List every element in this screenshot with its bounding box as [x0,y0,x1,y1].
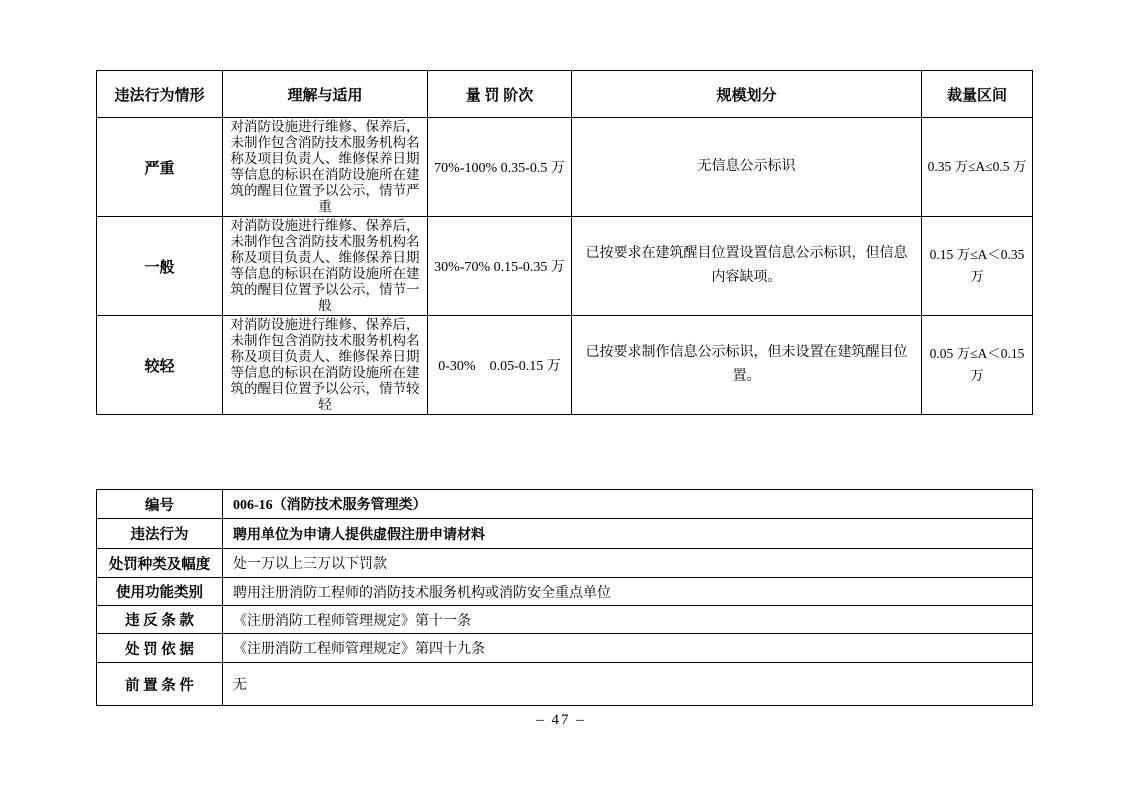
understanding-text: 对消防设施进行维修、保养后，未制作包含消防技术服务机构名称及项目负责人、维修保养日期等信息的标识在消防设施所在建筑的醒目位置予以公示，情节严重 [223,118,428,217]
table-row-violation [97,519,1033,549]
penalty-tier-value: 0-30% 0.05-0.15 万 [428,316,572,415]
info-label-violated-clause: 违 反 条 款 [97,606,223,634]
header-understanding-application: 理解与适用 [223,71,428,118]
severity-label: 一般 [97,217,223,316]
penalty-tier-table [96,70,1033,415]
table-row-severe [97,118,1033,217]
info-label-precondition: 前 置 条 件 [97,663,223,706]
table-row-number [97,490,1033,519]
info-value-function-category: 聘用注册消防工程师的消防技术服务机构或消防安全重点单位 [223,578,1033,606]
scale-division-text: 已按要求制作信息公示标识，但未设置在建筑醒目位置。 [572,316,922,415]
info-label-function-category: 使用功能类别 [97,578,223,606]
severity-label: 严重 [97,118,223,217]
penalty-tier-table-header-row [97,71,1033,118]
table-row-function-category [97,578,1033,606]
info-label-penalty-type: 处罚种类及幅度 [97,549,223,578]
understanding-text: 对消防设施进行维修、保养后，未制作包含消防技术服务机构名称及项目负责人、维修保养日期等信息的标识在消防设施所在建筑的醒目位置予以公示，情节较轻 [223,316,428,415]
table-row-penalty-type [97,549,1033,578]
scale-division-text: 无信息公示标识 [572,118,922,217]
table-row-minor [97,316,1033,415]
discretion-range-value: 0.35 万≤A≤0.5 万 [922,118,1033,217]
scale-division-text: 已按要求在建筑醒目位置设置信息公示标识，但信息内容缺项。 [572,217,922,316]
info-label-violation: 违法行为 [97,519,223,549]
page-number: – 47 – [536,712,586,728]
info-value-number: 006-16（消防技术服务管理类） [223,490,1033,519]
info-label-number: 编号 [97,490,223,519]
info-label-penalty-basis: 处 罚 依 据 [97,634,223,663]
header-violation-situation: 违法行为情形 [97,71,223,118]
penalty-tier-value: 30%-70% 0.15-0.35 万 [428,217,572,316]
penalty-tier-value: 70%-100% 0.35-0.5 万 [428,118,572,217]
table-row-general [97,217,1033,316]
discretion-range-value: 0.05 万≤A＜0.15 万 [922,316,1033,415]
header-scale-division: 规模划分 [572,71,922,118]
severity-label: 较轻 [97,316,223,415]
violation-info-table [96,489,1033,706]
info-value-precondition: 无 [223,663,1033,706]
header-discretion-range: 裁量区间 [922,71,1033,118]
discretion-range-value: 0.15 万≤A＜0.35 万 [922,217,1033,316]
info-value-violated-clause: 《注册消防工程师管理规定》第十一条 [223,606,1033,634]
table-row-penalty-basis [97,634,1033,663]
table-row-violated-clause [97,606,1033,634]
header-penalty-tier: 量 罚 阶次 [428,71,572,118]
info-value-penalty-type: 处一万以上三万以下罚款 [223,549,1033,578]
info-value-violation: 聘用单位为申请人提供虚假注册申请材料 [223,519,1033,549]
table-row-precondition [97,663,1033,706]
info-value-penalty-basis: 《注册消防工程师管理规定》第四十九条 [223,634,1033,663]
understanding-text: 对消防设施进行维修、保养后，未制作包含消防技术服务机构名称及项目负责人、维修保养日期等信息的标识在消防设施所在建筑的醒目位置予以公示，情节一般 [223,217,428,316]
